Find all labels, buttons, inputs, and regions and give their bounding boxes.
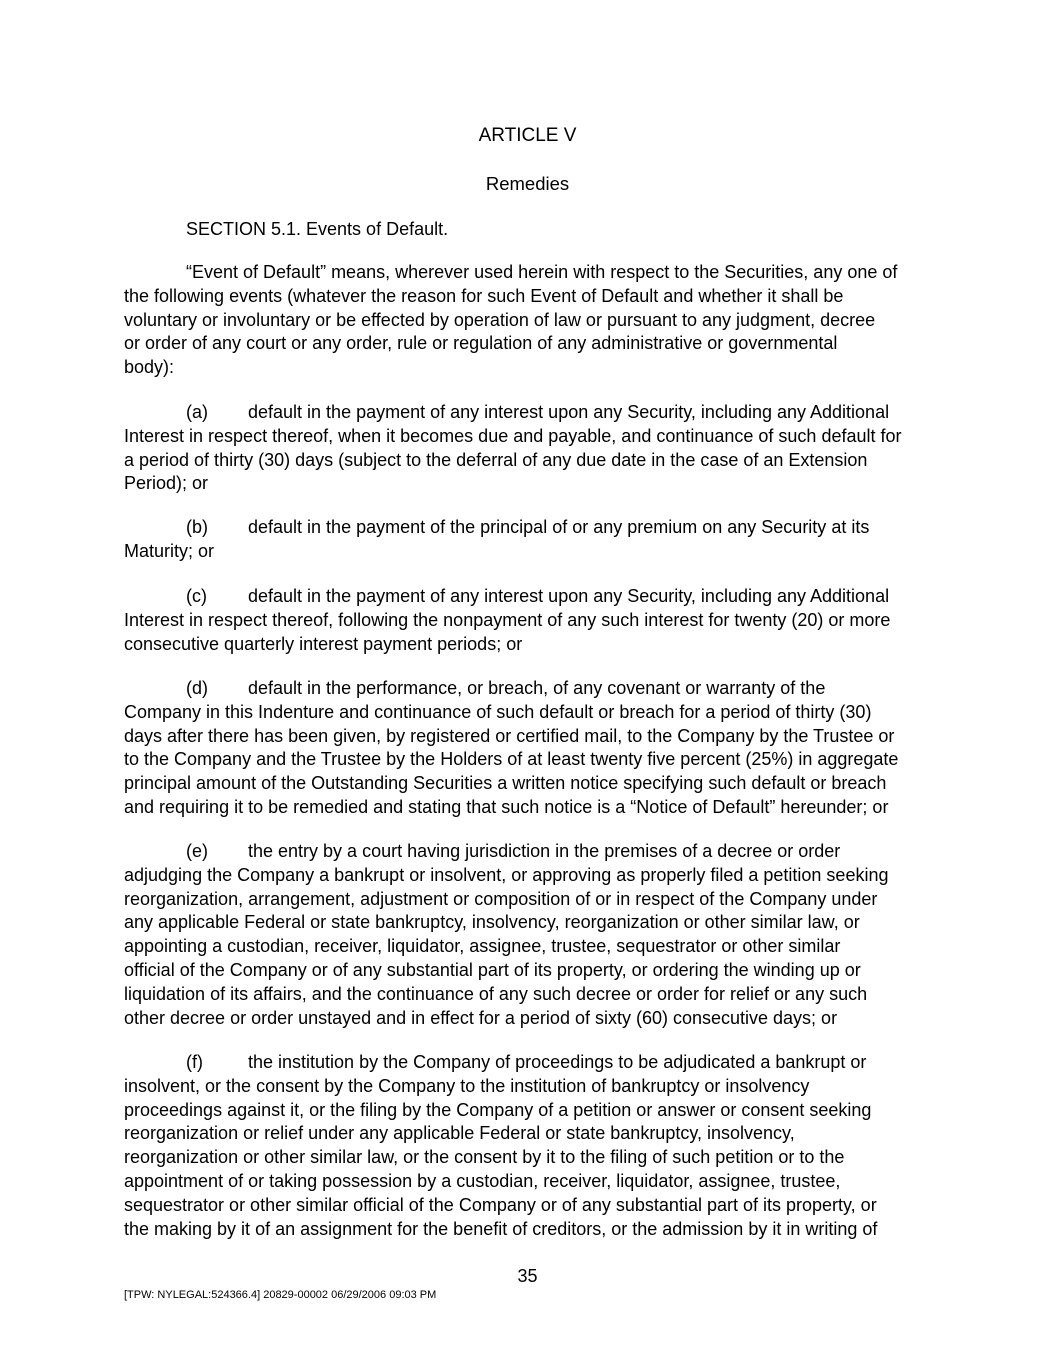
clause-line: default in the performance, or breach, of any covenant or warranty of the [248, 678, 826, 698]
clause-line: reorganization or other similar law, or the consent by it to the filing of such petition or to the [124, 1147, 845, 1168]
clause-f [124, 1051, 944, 1241]
clause-line: reorganization or relief under any applicable Federal or state bankruptcy, insolvency, [124, 1123, 795, 1144]
clause-line: appointment of or taking possession by a custodian, receiver, liquidator, assignee, trustee, [124, 1170, 841, 1191]
clause-line: liquidation of its affairs, and the continuance of any such decree or order for relief or any such [124, 983, 868, 1004]
clause-line: the entry by a court having jurisdiction in the premises of a decree or order [248, 841, 841, 861]
clause-line: and requiring it to be remedied and stating that such notice is a “Notice of Default” hereunder; or [124, 796, 889, 817]
clause-line: any applicable Federal or state bankruptcy, insolvency, reorganization or other similar law, or [124, 912, 860, 933]
intro-line: the following events (whatever the reason for such Event of Default and whether it shall be [124, 285, 844, 306]
clause-line: appointing a custodian, receiver, liquidator, assignee, trustee, sequestrator or other similar [124, 936, 841, 957]
clause-label: (b) [186, 517, 208, 537]
article-title: ARTICLE V [478, 125, 577, 146]
clause-line: default in the payment of the principal of or any premium on any Security at its [248, 517, 870, 537]
clause-label: (d) [186, 678, 208, 698]
clause-line: official of the Company or of any substantial part of its property, or ordering the winding up or [124, 959, 861, 980]
clause-line: the making by it of an assignment for the benefit of creditors, or the admission by it in writing of [124, 1218, 878, 1239]
clause-label: (e) [186, 841, 208, 861]
clause-line: reorganization, arrangement, adjustment or composition of or in respect of the Company under [124, 888, 878, 909]
clause-line: a period of thirty (30) days (subject to the deferral of any due date in the case of an Extension [124, 449, 868, 470]
clause-line: Interest in respect thereof, following the nonpayment of any such interest for twenty (20) or more [124, 609, 891, 630]
clause-line: proceedings against it, or the filing by the Company of a petition or answer or consent seeking [124, 1099, 872, 1120]
clause-line: to the Company and the Trustee by the Holders of at least twenty five percent (25%) in aggregate [124, 749, 899, 770]
intro-paragraph [124, 261, 944, 380]
article-subtitle: Remedies [485, 173, 570, 194]
clause-c [124, 585, 944, 656]
footer-doc-id: [TPW: NYLEGAL:524366.4] 20829-00002 06/29/2006 09:03 PM [124, 1289, 437, 1301]
clause-line: principal amount of the Outstanding Securities a written notice specifying such default or breach [124, 773, 887, 794]
clause-label: (a) [186, 402, 208, 422]
clause-line: default in the payment of any interest upon any Security, including any Additional [248, 402, 890, 422]
clause-line: Maturity; or [124, 540, 215, 561]
clause-a [124, 401, 944, 496]
clause-d [124, 677, 944, 820]
intro-line: “Event of Default” means, wherever used herein with respect to the Securities, any one of [186, 262, 898, 282]
intro-line: voluntary or involuntary or be effected by operation of law or pursuant to any judgment, decree [124, 309, 876, 330]
intro-line: or order of any court or any order, rule or regulation of any administrative or governmental [124, 333, 838, 354]
clause-label: (f) [186, 1052, 203, 1072]
clause-b [124, 516, 944, 564]
clause-label: (c) [186, 586, 207, 606]
intro-line: body): [124, 357, 175, 378]
clause-line: default in the payment of any interest upon any Security, including any Additional [248, 586, 890, 606]
clause-line: days after there has been given, by registered or certified mail, to the Company by the Trustee or [124, 725, 895, 746]
section-heading: SECTION 5.1. Events of Default. [186, 219, 449, 239]
clause-line: consecutive quarterly interest payment periods; or [124, 633, 523, 654]
clause-e [124, 840, 944, 1030]
clause-line: sequestrator or other similar official of the Company or of any substantial part of its property, or [124, 1194, 877, 1215]
clause-line: adjudging the Company a bankrupt or insolvent, or approving as properly filed a petition seeking [124, 864, 889, 885]
clause-line: Period); or [124, 473, 209, 494]
clause-line: insolvent, or the consent by the Company to the institution of bankruptcy or insolvency [124, 1075, 810, 1096]
clause-line: Company in this Indenture and continuance of such default or breach for a period of thirty (30) [124, 701, 872, 722]
clause-line: the institution by the Company of proceedings to be adjudicated a bankrupt or [248, 1052, 867, 1072]
clause-line: Interest in respect thereof, when it becomes due and payable, and continuance of such default for [124, 425, 902, 446]
clause-line: other decree or order unstayed and in effect for a period of sixty (60) consecutive days; or [124, 1007, 838, 1028]
page-number: 35 [517, 1266, 538, 1286]
